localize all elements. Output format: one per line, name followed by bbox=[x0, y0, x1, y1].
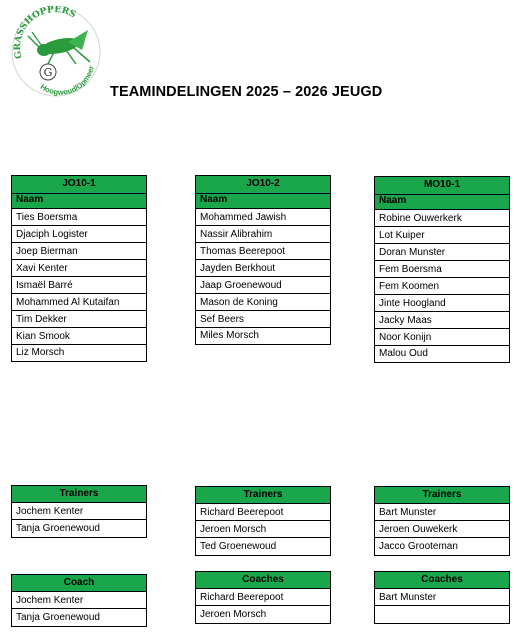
coach-row: Bart Munster bbox=[375, 589, 509, 606]
team-name: JO10-2 bbox=[196, 176, 330, 194]
team-table-jo10-2 bbox=[195, 175, 331, 345]
coach-row bbox=[375, 606, 509, 623]
player-row: Malou Oud bbox=[379, 348, 428, 359]
player-row: Djaciph Logister bbox=[12, 226, 146, 243]
coaches-table-jo10-2 bbox=[195, 571, 331, 624]
coaches-header: Coaches bbox=[375, 572, 509, 589]
player-row: Jacky Maas bbox=[375, 312, 509, 329]
logo-bottom-text: Hoogwoud/Opmeer bbox=[38, 64, 96, 97]
coaches-table-mo10-1 bbox=[374, 571, 510, 624]
player-row: Kian Smook bbox=[12, 328, 146, 345]
player-row: Jinte Hoogland bbox=[375, 295, 509, 312]
coach-row: Tanja Groenewoud bbox=[16, 612, 100, 623]
player-row: Mohammed Al Kutaifan bbox=[12, 294, 146, 311]
trainer-row: Jochem Kenter bbox=[12, 503, 146, 520]
player-row: Xavi Kenter bbox=[12, 260, 146, 277]
coaches-header: Coach bbox=[12, 575, 146, 592]
logo-top-text: GRASSHOPPERS bbox=[13, 6, 78, 60]
player-row: Mohammed Jawish bbox=[196, 209, 330, 226]
team-table-jo10-1 bbox=[11, 175, 147, 362]
trainer-row: Bart Munster bbox=[375, 504, 509, 521]
player-row: Doran Munster bbox=[375, 244, 509, 261]
coach-row: Jochem Kenter bbox=[12, 592, 146, 609]
player-row: Ties Boersma bbox=[12, 209, 146, 226]
trainer-row: Tanja Groenewoud bbox=[16, 523, 100, 534]
player-row: Miles Morsch bbox=[200, 330, 259, 341]
naam-header: Naam bbox=[196, 194, 330, 209]
team-name: JO10-1 bbox=[12, 176, 146, 194]
trainers-table-mo10-1 bbox=[374, 486, 510, 556]
page-title: TEAMINDELINGEN 2025 – 2026 JEUGD bbox=[110, 84, 383, 100]
coaches-header: Coaches bbox=[196, 572, 330, 589]
trainers-table-jo10-1 bbox=[11, 485, 147, 538]
team-name: MO10-1 bbox=[375, 177, 509, 195]
player-row: Thomas Beerepoot bbox=[196, 243, 330, 260]
player-row: Liz Morsch bbox=[16, 347, 65, 358]
naam-header: Naam bbox=[375, 195, 509, 210]
player-row: Fem Koomen bbox=[375, 278, 509, 295]
player-row: Jayden Berkhout bbox=[196, 260, 330, 277]
player-row: Ismaël Barré bbox=[12, 277, 146, 294]
trainer-row: Jeroen Morsch bbox=[196, 521, 330, 538]
player-row: Sef Beers bbox=[196, 311, 330, 328]
player-row: Lot Kuiper bbox=[375, 227, 509, 244]
player-row: Nassir Alibrahim bbox=[196, 226, 330, 243]
coach-row: Richard Beerepoot bbox=[196, 589, 330, 606]
trainer-row: Jeroen Ouwekerk bbox=[375, 521, 509, 538]
player-row: Fem Boersma bbox=[375, 261, 509, 278]
team-table-mo10-1 bbox=[374, 176, 510, 363]
coach-row: Jeroen Morsch bbox=[200, 609, 267, 620]
player-row: Jaap Groenewoud bbox=[196, 277, 330, 294]
player-row: Tim Dekker bbox=[12, 311, 146, 328]
player-row: Robine Ouwerkerk bbox=[375, 210, 509, 227]
trainers-header: Trainers bbox=[196, 487, 330, 504]
naam-header: Naam bbox=[12, 194, 146, 209]
trainer-row: Jacco Grooteman bbox=[379, 541, 458, 552]
trainers-header: Trainers bbox=[375, 487, 509, 504]
trainer-row: Ted Groenewoud bbox=[200, 541, 277, 552]
logo-monogram: G bbox=[43, 66, 53, 79]
player-row: Noor Konijn bbox=[375, 329, 509, 346]
player-row: Joep Bierman bbox=[12, 243, 146, 260]
player-row: Mason de Koning bbox=[196, 294, 330, 311]
grasshoppers-logo bbox=[10, 6, 102, 98]
trainers-table-jo10-2 bbox=[195, 486, 331, 556]
trainer-row: Richard Beerepoot bbox=[196, 504, 330, 521]
coaches-table-jo10-1 bbox=[11, 574, 147, 627]
trainers-header: Trainers bbox=[12, 486, 146, 503]
